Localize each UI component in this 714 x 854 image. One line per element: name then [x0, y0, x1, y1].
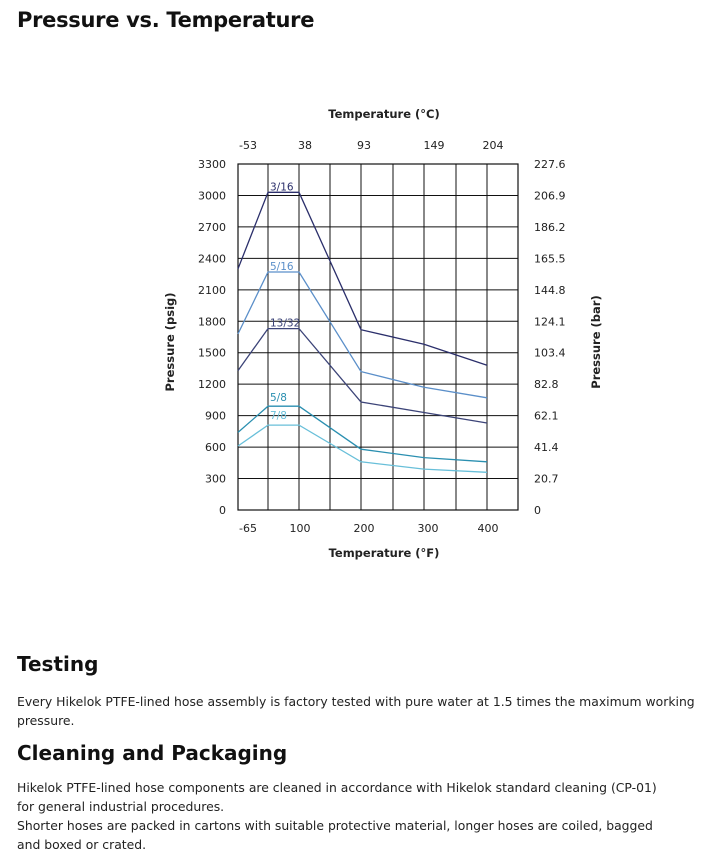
x2-tick-label: 204: [482, 139, 504, 152]
x-tick-label: 200: [353, 522, 375, 535]
series-line-0: [238, 192, 487, 365]
testing-paragraph: Every Hikelok PTFE-lined hose assembly is factory tested with pure water at 1.5 times the maximum working pressure.: [17, 694, 695, 728]
x-tick-label: 300: [417, 522, 439, 535]
cleaning-paragraph-2: Shorter hoses are packed in cartons with suitable protective material, longer hoses are coiled, bagged and boxed or crated.: [17, 818, 653, 852]
chart-grid: [238, 164, 518, 510]
top-axis-label: Temperature (°C): [328, 107, 440, 121]
y2-tick-label: 62.1: [534, 409, 559, 423]
y-tick-label: 3000: [198, 189, 226, 203]
y-tick-label: 2100: [198, 283, 226, 297]
y2-tick-label: 41.4: [534, 441, 559, 455]
series-label-1: 5/16: [270, 260, 294, 273]
series-label-2: 13/32: [270, 317, 301, 330]
series-line-1: [238, 272, 487, 398]
y2-tick-label: 103.4: [534, 346, 566, 360]
chart-ticks-group: [198, 139, 566, 535]
cleaning-heading: Cleaning and Packaging: [17, 741, 288, 765]
y2-tick-label: 206.9: [534, 189, 566, 203]
left-axis-label: Pressure (psig): [163, 292, 177, 392]
x2-tick-label: 149: [423, 139, 445, 152]
series-line-2: [238, 329, 487, 423]
series-label-3: 5/8: [270, 392, 287, 405]
y-tick-label: 2400: [198, 252, 226, 266]
y2-tick-label: 227.6: [534, 158, 566, 171]
x-tick-label: -65: [239, 522, 257, 535]
cleaning-paragraph-1: Hikelok PTFE-lined hose components are cleaned in accordance with Hikelok standard cleaning (CP-01) for general industrial procedures.: [17, 780, 657, 814]
page-title: Pressure vs. Temperature: [17, 8, 315, 32]
y-tick-label: 2700: [198, 220, 226, 234]
plot-frame: [238, 164, 518, 510]
y2-tick-label: 186.2: [534, 220, 566, 234]
x2-tick-label: -53: [239, 139, 257, 152]
y2-tick-label: 0: [534, 504, 541, 517]
y-tick-label: 3300: [198, 158, 226, 171]
y2-tick-label: 144.8: [534, 283, 566, 297]
y-tick-label: 1500: [198, 346, 226, 360]
y-tick-label: 300: [205, 472, 226, 486]
x2-tick-label: 93: [357, 139, 371, 152]
y2-tick-label: 124.1: [534, 315, 566, 329]
x-tick-label: 100: [289, 522, 311, 535]
y2-tick-label: 82.8: [534, 378, 559, 392]
x-tick-label: 400: [477, 522, 499, 535]
series-label-4: 7/8: [270, 410, 287, 423]
right-axis-label: Pressure (bar): [589, 295, 603, 389]
y2-tick-label: 20.7: [534, 472, 559, 486]
testing-heading: Testing: [17, 652, 99, 676]
pressure-temperature-chart: [0, 95, 714, 575]
chart-series-group: [238, 181, 487, 472]
y-tick-label: 0: [219, 504, 226, 517]
x2-tick-label: 38: [298, 139, 312, 152]
bottom-axis-label: Temperature (°F): [328, 546, 440, 560]
y-tick-label: 1800: [198, 315, 226, 329]
y-tick-label: 900: [205, 409, 226, 423]
y-tick-label: 600: [205, 441, 226, 455]
series-line-4: [238, 425, 487, 472]
series-label-0: 3/16: [270, 181, 294, 194]
y2-tick-label: 165.5: [534, 252, 566, 266]
y-tick-label: 1200: [198, 378, 226, 392]
